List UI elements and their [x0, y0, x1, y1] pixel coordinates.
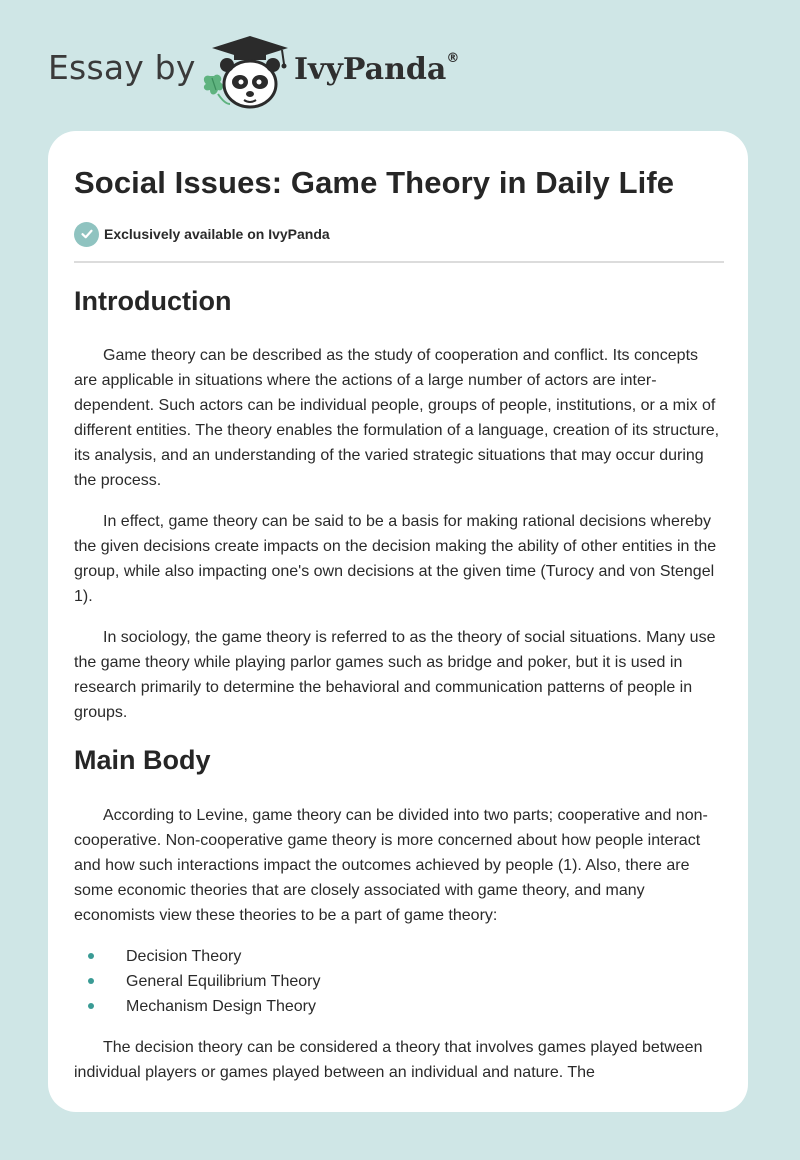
- list-item: Mechanism Design Theory: [74, 994, 724, 1019]
- section-heading-main-body: Main Body: [74, 745, 211, 775]
- list-item: General Equilibrium Theory: [74, 969, 724, 994]
- section-heading-introduction: Introduction: [74, 286, 232, 316]
- essay-title: Social Issues: Game Theory in Daily Life: [74, 165, 675, 200]
- theory-list: [74, 944, 724, 1019]
- check-circle-icon: [74, 222, 99, 247]
- essay-by-label: Essay by: [48, 48, 196, 87]
- paragraph: According to Levine, game theory can be divided into two parts; cooperative and non-cooperative. Non-cooperative game theory is more concerned about how people interact and how such interactions impact the outcomes achieved by people (1). Also, there are some economic theories that are closely associated with game theory, and many economists view these theories to be a part of game theory:: [74, 807, 708, 924]
- title-divider: [74, 261, 724, 263]
- paragraph: In sociology, the game theory is referred to as the theory of social situations. Many use the game theory while playing parlor games such as bridge and poker, but it is used in research primarily to determine the behavioral and communication patterns of people in groups.: [74, 629, 716, 721]
- paragraph: Game theory can be described as the study of cooperation and conflict. Its concepts are applicable in situations where the actions of a large number of actors are inter-dependent. Such actors can be individual people, groups of people, institutions, or a mix of different entities. The theory enables the formulation of a language, creation of its structure, its analysis, and an understanding of the varied strategic situations that may occur during the process.: [74, 347, 720, 489]
- site-header: [48, 34, 768, 114]
- paragraph: The decision theory can be considered a theory that involves games played between individual players or games played between an individual and nature. The: [74, 1039, 703, 1081]
- list-item: Decision Theory: [74, 944, 724, 969]
- essay-card: [48, 131, 748, 1112]
- paragraph: In effect, game theory can be said to be a basis for making rational decisions whereby the given decisions create impacts on the decision making the ability of other entities in the group, while also impacting one's own decisions at the given time (Turocy and von Stengel 1).: [74, 513, 717, 605]
- exclusive-badge: [74, 221, 330, 247]
- ivypanda-logo-icon: [200, 34, 296, 110]
- exclusive-badge-label: Exclusively available on IvyPanda: [104, 226, 330, 242]
- brand-name: IvyPanda®: [294, 51, 460, 87]
